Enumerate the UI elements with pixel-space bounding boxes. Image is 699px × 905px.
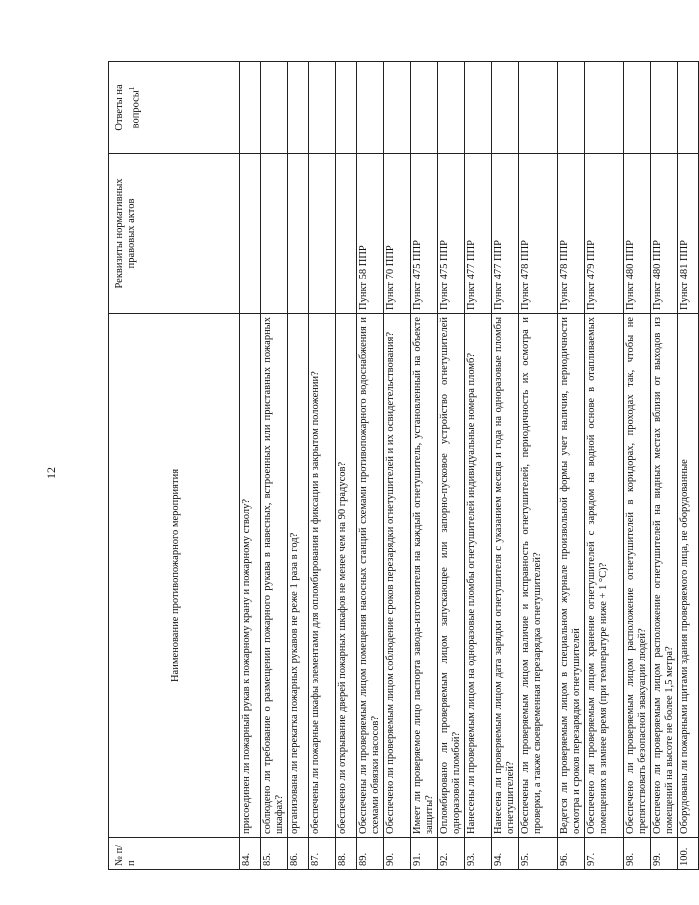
header-legal-acts: Реквизиты нормативных правовых актов (109, 154, 240, 314)
row-legal-reference: Пункт 475 ППР (438, 154, 465, 314)
row-answer-cell[interactable] (492, 62, 519, 154)
row-number: 91. (411, 838, 438, 870)
table-body (240, 62, 699, 870)
table-row (438, 62, 465, 870)
row-answer-cell[interactable] (309, 62, 336, 154)
row-measure-text: обеспечено ли открывание дверей пожарных шкафов не менее чем на 90 градусов? (336, 314, 357, 838)
row-legal-reference: Пункт 475 ППР (411, 154, 438, 314)
row-measure-text: Нанесены ли проверяемым лицом на одноразовые пломбы огнетушителей индивидуальные номера пломб? (465, 314, 492, 838)
checklist-table (108, 61, 699, 870)
row-legal-reference: Пункт 478 ППР (519, 154, 558, 314)
row-measure-text: присоединен ли пожарный рукав к пожарному крану и пожарному стволу? (240, 314, 261, 838)
row-number: 98. (624, 838, 651, 870)
row-measure-text: Обеспечено ли проверяемым лицом расположение огнетушителей в коридорах, проходах так, чтобы не препятствовать безопасной эвакуации людей? (624, 314, 651, 838)
row-answer-cell[interactable] (678, 62, 699, 154)
row-legal-reference: Пункт 478 ППР (558, 154, 585, 314)
row-answer-cell[interactable] (465, 62, 492, 154)
row-measure-text: Обеспечены ли проверяемым лицом помещения насосных станций схемами противопожарного водоснабжения и схемами обвязки насосов? (357, 314, 384, 838)
table-row (624, 62, 651, 870)
table-row (357, 62, 384, 870)
table-row (309, 62, 336, 870)
row-legal-reference: Пункт 479 ППР (585, 154, 624, 314)
row-answer-cell[interactable] (384, 62, 411, 154)
table-row (492, 62, 519, 870)
header-measure-name: Наименование противопожарного мероприятия (109, 314, 240, 838)
row-measure-text: Имеет ли проверяемое лицо паспорта завода-изготовителя на каждый огнетушитель, установленный на объекте защиты? (411, 314, 438, 838)
row-measure-text: Ведется ли проверяемым лицом в специальном журнале произвольной формы учет наличия, периодичности осмотра и сроков перезарядки огнетушителей (558, 314, 585, 838)
row-legal-reference: Пункт 481 ППР (678, 154, 699, 314)
row-answer-cell[interactable] (336, 62, 357, 154)
row-legal-reference (309, 154, 336, 314)
row-measure-text: Обеспечено ли проверяемым лицом хранение огнетушителей с зарядом на водной основе в отапливаемых помещениях в зимнее время (при температуре ниже + 1 °С)? (585, 314, 624, 838)
row-number: 88. (336, 838, 357, 870)
table-row (465, 62, 492, 870)
row-answer-cell[interactable] (357, 62, 384, 154)
row-number: 87. (309, 838, 336, 870)
row-legal-reference (261, 154, 288, 314)
row-measure-text: соблюдено ли требование о размещении пожарного рукава в навесных, встроенных или приставных пожарных шкафах? (261, 314, 288, 838)
row-number: 90. (384, 838, 411, 870)
row-measure-text: Обеспечено ли проверяемым лицом соблюдение сроков перезарядки огнетушителей и их освидетельствования? (384, 314, 411, 838)
row-legal-reference: Пункт 480 ППР (651, 154, 678, 314)
table-row (678, 62, 699, 870)
table-row (240, 62, 261, 870)
row-number: 95. (519, 838, 558, 870)
table-row (384, 62, 411, 870)
row-legal-reference: Пункт 58 ППР (357, 154, 384, 314)
page-number: 12 (44, 467, 58, 479)
table-row (558, 62, 585, 870)
table-row (261, 62, 288, 870)
row-number: 86. (288, 838, 309, 870)
table-header-row (109, 62, 240, 870)
row-answer-cell[interactable] (624, 62, 651, 154)
row-answer-cell[interactable] (519, 62, 558, 154)
table-row (651, 62, 678, 870)
row-measure-text: Оборудованы ли пожарными щитами здания проверяемого лица, не оборудованные (678, 314, 699, 838)
table-row (336, 62, 357, 870)
row-measure-text: Обеспечено ли проверяемым лицом расположение огнетушителей на видных местах вблизи от выходов из помещений на высоте не более 1,5 метра? (651, 314, 678, 838)
checklist-table-container (108, 62, 690, 870)
footnote-marker: 1 (128, 86, 136, 91)
row-answer-cell[interactable] (288, 62, 309, 154)
row-legal-reference: Пункт 477 ППР (492, 154, 519, 314)
row-measure-text: организована ли перекатка пожарных рукавов не реже 1 раза в год? (288, 314, 309, 838)
row-number: 89. (357, 838, 384, 870)
row-legal-reference (336, 154, 357, 314)
row-legal-reference: Пункт 477 ППР (465, 154, 492, 314)
table-row (288, 62, 309, 870)
row-legal-reference (288, 154, 309, 314)
row-number: 97. (585, 838, 624, 870)
row-answer-cell[interactable] (585, 62, 624, 154)
row-answer-cell[interactable] (651, 62, 678, 154)
header-answers-label: Ответы на вопросы (114, 84, 142, 131)
row-legal-reference: Пункт 480 ППР (624, 154, 651, 314)
row-number: 85. (261, 838, 288, 870)
row-number: 84. (240, 838, 261, 870)
row-answer-cell[interactable] (438, 62, 465, 154)
table-row (411, 62, 438, 870)
row-legal-reference (240, 154, 261, 314)
row-number: 93. (465, 838, 492, 870)
row-number: 100. (678, 838, 699, 870)
row-measure-text: обеспечены ли пожарные шкафы элементами для опломбирования и фиксации в закрытом положении? (309, 314, 336, 838)
header-answers (109, 62, 240, 154)
row-answer-cell[interactable] (558, 62, 585, 154)
header-number: № п/п (109, 838, 240, 870)
row-measure-text: Опломбировано ли проверяемым лицом запускающее или запорно-пусковое устройство огнетушителей одноразовой пломбой? (438, 314, 465, 838)
row-answer-cell[interactable] (261, 62, 288, 154)
row-legal-reference: Пункт 70 ППР (384, 154, 411, 314)
row-number: 94. (492, 838, 519, 870)
row-number: 99. (651, 838, 678, 870)
table-row (519, 62, 558, 870)
row-answer-cell[interactable] (240, 62, 261, 154)
row-number: 92. (438, 838, 465, 870)
table-row (585, 62, 624, 870)
row-measure-text: Обеспечены ли проверяемым лицом наличие и исправность огнетушителей, периодичность их осмотра и проверки, а также своевременная перезарядка огнетушителей? (519, 314, 558, 838)
row-measure-text: Нанесена ли проверяемым лицом дата зарядки огнетушителя с указанием месяца и года на одноразовые пломбы огнетушителей? (492, 314, 519, 838)
row-answer-cell[interactable] (411, 62, 438, 154)
row-number: 96. (558, 838, 585, 870)
